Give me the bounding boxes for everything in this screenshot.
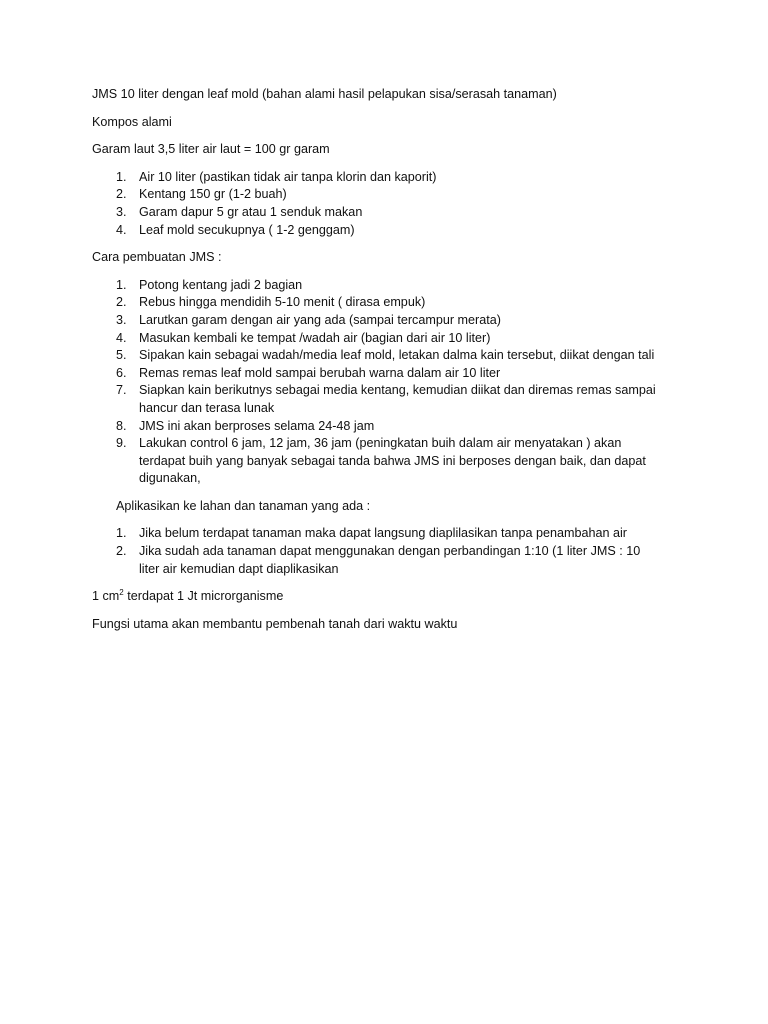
list-item — [92, 365, 682, 383]
list-item — [92, 204, 682, 222]
list-item — [92, 312, 682, 330]
list-text: JMS ini akan berproses selama 24-48 jam — [139, 418, 375, 433]
list-number: 3. — [116, 312, 127, 327]
method-heading: Cara pembuatan JMS : — [92, 250, 222, 265]
microorganism-line — [92, 588, 682, 606]
list-text: Remas remas leaf mold sampai berubah warna dalam air 10 liter — [139, 365, 501, 380]
list-number: 4. — [116, 222, 127, 237]
ingredients-list — [92, 169, 682, 239]
list-item — [92, 222, 682, 240]
list-text: Rebus hingga mendidih 5-10 menit ( dirasa empuk) — [139, 295, 426, 310]
list-text: Larutkan garam dengan air yang ada (sampai tercampur merata) — [139, 312, 501, 327]
list-number: 9. — [116, 436, 127, 451]
list-text-line-2: liter air kemudian dapt diaplikasikan — [139, 561, 339, 576]
applications-list — [92, 525, 682, 578]
list-item — [92, 169, 682, 187]
list-number: 6. — [116, 365, 127, 380]
list-number: 1. — [116, 169, 127, 184]
list-text-line-3: digunakan, — [139, 471, 201, 486]
sea-salt-line: Garam laut 3,5 liter air laut = 100 gr garam — [92, 142, 330, 157]
application-heading: Aplikasikan ke lahan dan tanaman yang ada : — [116, 498, 371, 513]
list-text: Potong kentang jadi 2 bagian — [139, 277, 303, 292]
list-number: 1. — [116, 526, 127, 541]
list-number: 7. — [116, 383, 127, 398]
steps-list — [92, 277, 682, 488]
list-text: Sipakan kain sebagai wadah/media leaf mold, letakan dalma kain tersebut, diikat dengan tali — [139, 348, 655, 363]
list-item — [92, 418, 682, 436]
title-line: JMS 10 liter dengan leaf mold (bahan alami hasil pelapukan sisa/serasah tanaman) — [92, 87, 557, 101]
list-number: 2. — [116, 544, 127, 559]
list-text: Garam dapur 5 gr atau 1 senduk makan — [139, 204, 363, 219]
list-item — [92, 382, 682, 417]
list-item — [92, 277, 682, 295]
list-text: Leaf mold secukupnya ( 1-2 genggam) — [139, 222, 355, 237]
list-text-line-1: Lakukan control 6 jam, 12 jam, 36 jam (peningkatan buih dalam air menyatakan ) akan — [139, 436, 622, 451]
list-text: Kentang 150 gr (1-2 buah) — [139, 187, 287, 202]
list-item — [92, 543, 682, 578]
list-text: Masukan kembali ke tempat /wadah air (bagian dari air 10 liter) — [139, 330, 491, 345]
list-number: 8. — [116, 418, 127, 433]
list-text-line-1: Siapkan kain berikutnys sebagai media kentang, kemudian diikat dan diremas remas sampai — [139, 383, 656, 398]
micro-superscript: 2 — [119, 588, 124, 598]
list-text-line-1: Jika sudah ada tanaman dapat menggunakan dengan perbandingan 1:10 (1 liter JMS : 10 — [139, 544, 641, 559]
list-item — [92, 330, 682, 348]
list-text: Jika belum terdapat tanaman maka dapat langsung diaplilasikan tanpa penambahan air — [139, 526, 627, 541]
compost-line: Kompos alami — [92, 114, 172, 129]
document-body — [92, 86, 682, 643]
list-text-line-2: terdapat buih yang banyak sebagai tanda bahwa JMS ini berposes dengan baik, dan dapat — [139, 453, 646, 468]
list-item — [92, 347, 682, 365]
list-item — [92, 435, 682, 488]
micro-prefix: 1 cm — [92, 589, 120, 604]
list-number: 4. — [116, 330, 127, 345]
micro-suffix: terdapat 1 Jt microrganisme — [123, 589, 284, 604]
list-text: Air 10 liter (pastikan tidak air tanpa klorin dan kaporit) — [139, 169, 437, 184]
list-number: 3. — [116, 204, 127, 219]
list-number: 1. — [116, 277, 127, 292]
list-item — [92, 186, 682, 204]
list-item — [92, 294, 682, 312]
list-number: 5. — [116, 348, 127, 363]
list-number: 2. — [116, 295, 127, 310]
list-number: 2. — [116, 187, 127, 202]
list-text-line-2: hancur dan terasa lunak — [139, 400, 275, 415]
closing-line: Fungsi utama akan membantu pembenah tanah dari waktu waktu — [92, 616, 458, 631]
list-item — [92, 525, 682, 543]
